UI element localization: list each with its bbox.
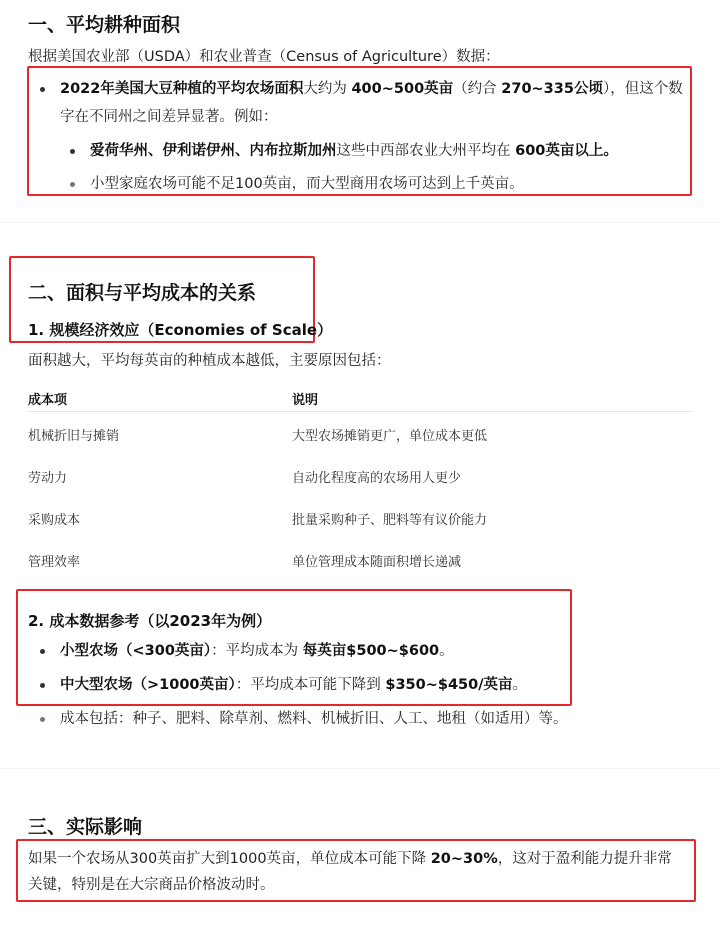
bullet-dot [40,683,45,688]
section2-title: 二、面积与平均成本的关系 [28,282,257,304]
section3-line2: 关键，特别是在大宗商品价格波动时。 [28,877,275,893]
table-cell: 大型农场摊销更广，单位成本更低 [292,429,488,444]
section2-sub1-title: 1. 规模经济效应（Economies of Scale） [28,321,333,339]
section2-bullet2: 中大型农场（>1000英亩）：平均成本可能下降到 $350~$450/英亩。 [60,677,528,693]
section1-intro: 根据美国农业部（USDA）和农业普查（Census of Agriculture）数据： [28,49,500,65]
table-cell: 机械折旧与摊销 [28,429,120,444]
table-header-item: 成本项 [28,393,68,408]
table-cell: 劳动力 [28,471,68,486]
table-rule [28,411,692,412]
section1-sub2: 小型家庭农场可能不足100英亩，而大型商用农场可达到上千英亩。 [90,176,524,192]
table-cell: 批量采购种子、肥料等有议价能力 [292,513,488,528]
section1-sub1: 爱荷华州、伊利诺伊州、内布拉斯加州这些中西部农业大州平均在 600英亩以上。 [90,143,618,159]
section1-title: 一、平均耕种面积 [28,14,181,36]
section3-line1: 如果一个农场从300英亩扩大到1000英亩，单位成本可能下降 20~30%，这对于盈利能力提升非常 [28,851,672,867]
table-cell: 管理效率 [28,555,81,570]
bullet-dot [70,149,75,154]
table-cell: 自动化程度高的农场用人更少 [292,471,462,486]
bullet-dot [40,717,45,722]
bullet-dot [70,182,75,187]
table-cell: 采购成本 [28,513,81,528]
section2-bullet3: 成本包括：种子、肥料、除草剂、燃料、机械折旧、人工、地租（如适用）等。 [60,711,568,727]
section2-bullet1: 小型农场（<300英亩）：平均成本为 每英亩$500~$600。 [60,643,454,659]
table-cell: 单位管理成本随面积增长递减 [292,555,462,570]
section3-title: 三、实际影响 [28,816,143,838]
section1-bullet1-line2: 字在不同州之间差异显著。例如： [60,109,278,125]
section2-intro: 面积越大，平均每英亩的种植成本越低，主要原因包括： [28,353,391,369]
bullet-dot [40,649,45,654]
table-header-desc: 说明 [292,393,319,408]
divider [0,768,720,769]
section1-bullet1-line1: 2022年美国大豆种植的平均农场面积大约为 400~500英亩（约合 270~335公顷），但这个数 [60,81,683,97]
bullet-dot [40,87,45,92]
section2-sub2-title: 2. 成本数据参考（以2023年为例） [28,612,272,630]
divider [0,222,720,223]
